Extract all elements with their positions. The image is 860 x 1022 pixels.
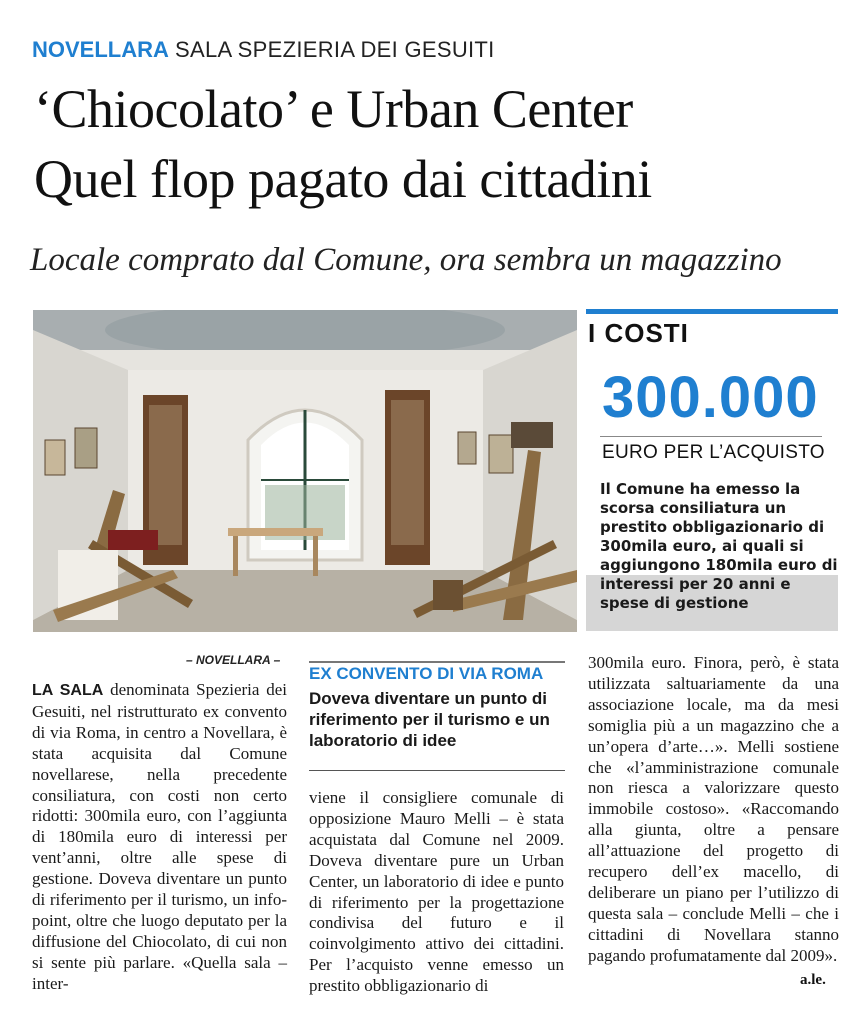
section-kicker	[32, 37, 495, 63]
costs-accent-rule	[586, 309, 838, 314]
article-column-3: 300mila euro. Finora, però, è stata utilizzata saltuariamente da una associazione locale, ma da mesi somiglia più a un magazzino che a un’opera d’arte…». Melli sostiene che «l’amministrazione comunale non riesca a valorizzare questo immobile costoso». «Raccomando alla giunta, oltre a pensare all’attuazione del progetto di recupero dell’ex macello, di deliberare un piano per l’utilizzo di questa sala – conclude Melli – che i cittadini di Novellara stanno pagando profumatamente dal 2009».	[588, 653, 839, 965]
pullbox-text: Doveva diventare un punto di riferimento per il turismo e un laboratorio di idee	[309, 689, 550, 750]
article-photo	[33, 310, 577, 632]
costs-title: I COSTI	[588, 318, 689, 348]
article-column-2: viene il consigliere comunale di opposizione Mauro Melli – è stata acquistata dal Comune nel 2009. Doveva diventare pure un Urban Center, un laboratorio di idee e punto di riferimento per la progettazione condivisa del futuro e il coinvolgimento attivo dei cittadini. Per l’acquisto venne emesso un prestito obbligazionario di	[309, 788, 564, 996]
dateline: – NOVELLARA –	[186, 653, 281, 667]
costs-figure: 300.000	[602, 365, 819, 430]
costs-divider	[600, 436, 822, 437]
author-signature: a.le.	[800, 972, 826, 988]
headline-line-2: Quel flop pagato dai cittadini	[34, 149, 652, 209]
pullbox-top-rule	[309, 661, 565, 663]
subheadline: Locale comprato dal Comune, ora sembra un magazzino	[30, 242, 782, 278]
pullbox-title: EX CONVENTO DI VIA ROMA	[309, 664, 544, 683]
kicker-place: NOVELLARA	[32, 37, 169, 62]
costs-text: Il Comune ha emesso la scorsa consiliatura un prestito obbligazionario di 300mila euro, ai quali si aggiungono 180mila euro di interessi per 20 anni e spese di gestione	[600, 480, 838, 612]
kicker-topic: SALA SPEZIERIA DEI GESUITI	[175, 37, 495, 62]
article-column-1	[32, 680, 287, 995]
costs-figure-caption: EURO PER L’ACQUISTO	[602, 442, 825, 463]
article-lead: LA SALA	[32, 682, 104, 699]
room-illustration	[33, 310, 577, 632]
article-column-1-text: denominata Spezieria dei Gesuiti, nel ristrutturato ex convento di via Roma, in centro a Novellara, è stata acquisita dal Comune novellarese, nella precedente consiliatura, con costi non certo ridotti: 300mila euro, con l’aggiunta di 180mila euro di interessi per vent’anni, oltre alle spese di gestione. Doveva diventare un punto di riferimento per il turismo, un info-point, oltre che luogo deputato per la diffusione del Chiocolato, di cui non si sente più parlare. «Quella sala – inter-	[32, 680, 287, 993]
headline-line-1: ‘Chiocolato’ e Urban Center	[34, 79, 633, 139]
pullbox-bottom-rule	[309, 770, 565, 771]
